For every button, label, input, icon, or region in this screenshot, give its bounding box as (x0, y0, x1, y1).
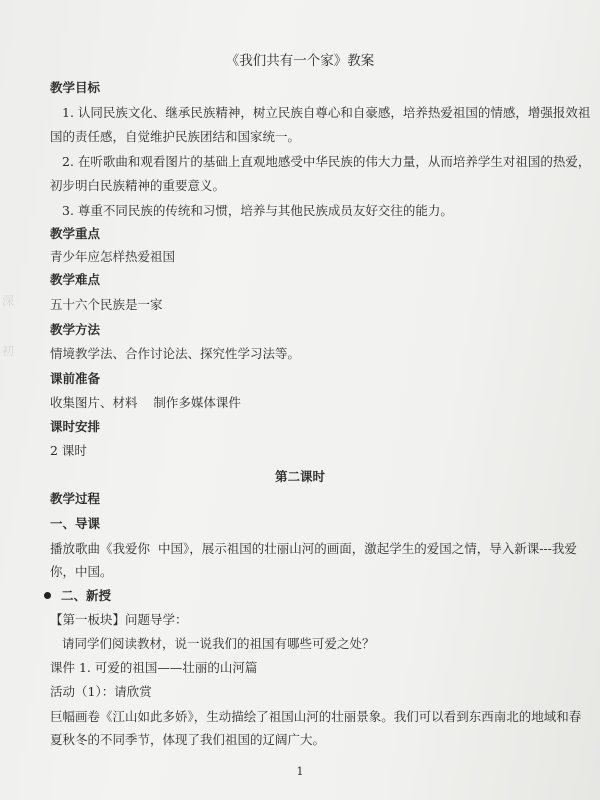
key-points-heading: 教学重点 (50, 226, 101, 241)
objective-1-line-2: 国的责任感，自觉维护民族团结和国家统一。 (50, 129, 301, 144)
difficulty-text: 五十六个民族是一家 (50, 297, 163, 312)
objective-3: 3. 尊重不同民族的传统和习惯，培养与其他民族成员友好交往的能力。 (62, 203, 453, 218)
step-1-line-1: 播放歌曲《我爱你 中国》，展示祖国的壮丽山河的画面，激起学生的爱国之情，导入新课---我爱 (50, 541, 577, 556)
painting-line-2: 夏秋冬的不同季节，体现了我们祖国的辽阔广大。 (50, 732, 326, 747)
step-1-heading: 一、导课 (50, 516, 101, 531)
schedule-heading: 课时安排 (50, 419, 101, 434)
block-1-heading: 【第一板块】问题导学： (50, 612, 188, 627)
objective-1-line-1: 1. 认同民族文化、继承民族精神，树立民族自尊心和自豪感，培养热爱祖国的情感，增强报效祖 (62, 105, 591, 120)
activity-1: 活动（1）：请欣赏 (50, 684, 152, 699)
prep-text: 收集图片、材料 制作多媒体课件 (50, 395, 241, 410)
section-title: 第二课时 (274, 469, 325, 484)
prep-heading: 课前准备 (50, 371, 101, 386)
step-2-heading: 二、新授 (61, 588, 112, 603)
bullet-icon (44, 592, 51, 599)
courseware-1: 课件 1. 可爱的祖国——壮丽的山河篇 (50, 660, 258, 675)
difficulty-heading: 教学难点 (50, 272, 101, 287)
document-title: 《我们共有一个家》教案 (225, 53, 375, 69)
objective-2-line-2: 初步明白民族精神的重要意义。 (50, 178, 226, 193)
page-number: 1 (296, 765, 304, 778)
step-2-heading-row (44, 588, 111, 604)
bleed-through-mark: 初 (2, 344, 15, 358)
method-text: 情境教学法、合作讨论法、探究性学习法等。 (50, 346, 301, 361)
bleed-through-mark: 深 (2, 294, 15, 308)
objective-2-line-1: 2. 在听歌曲和观看图片的基础上直观地感受中华民族的伟大力量，从而培养学生对祖国的热爱， (62, 154, 591, 169)
schedule-text: 2 课时 (50, 443, 87, 458)
key-points-text: 青少年应怎样热爱祖国 (50, 249, 176, 264)
step-1-line-2: 你，中国。 (50, 564, 113, 579)
objectives-heading: 教学目标 (50, 80, 101, 95)
process-heading: 教学过程 (50, 491, 101, 506)
method-heading: 教学方法 (50, 322, 101, 337)
block-1-question: 请同学们阅读教材，说一说我们的祖国有哪些可爱之处？ (62, 636, 375, 651)
painting-line-1: 巨幅画卷《江山如此多娇》，生动描绘了祖国山河的壮丽景象。我们可以看到东西南北的地域和春 (50, 709, 582, 724)
